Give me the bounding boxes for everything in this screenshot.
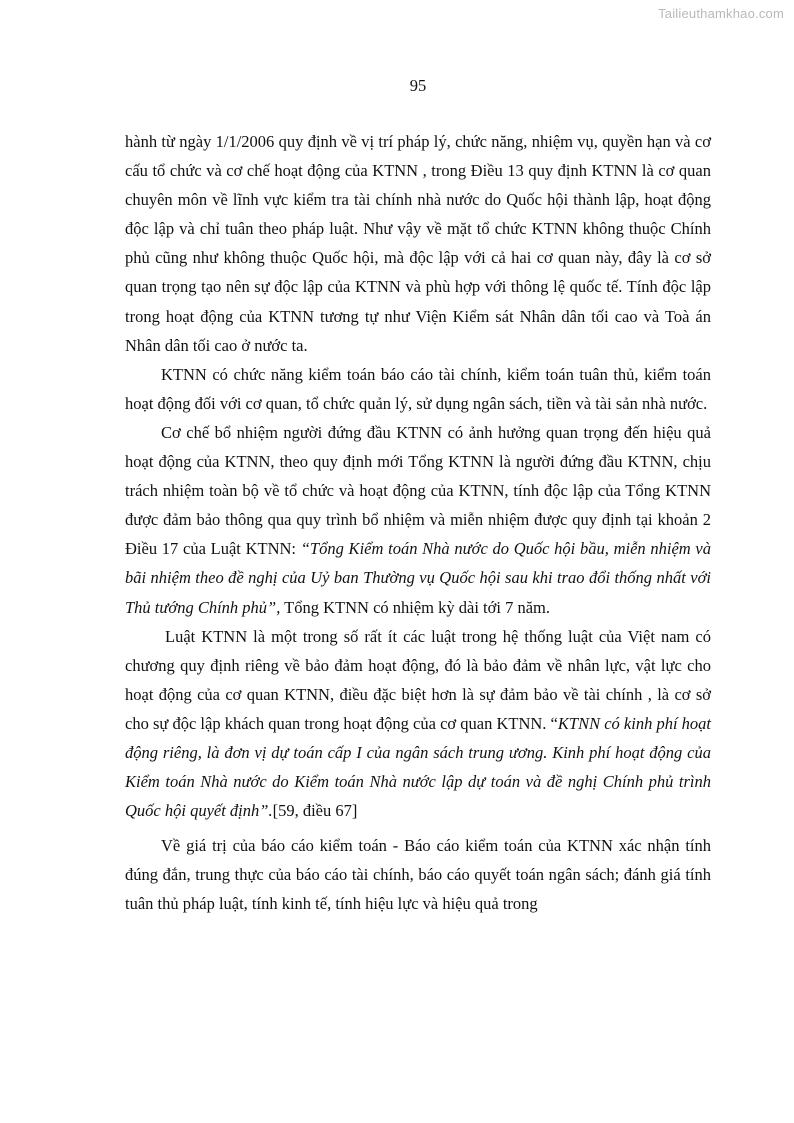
page-number: 95 (409, 76, 427, 95)
paragraph-4-quote: KTNN có kinh phí hoạt động riêng, là đơn vị dự toán cấp I của ngân sách trung ương. Kinh phí hoạt động của Kiểm toán Nhà nước do Kiểm toán Nhà nước lập dự toán và đề nghị Chính phủ trình Quốc hội quyết định”. (125, 713, 712, 821)
watermark-text: Tailieuthamkhao.com (658, 6, 784, 21)
paragraph-4 (125, 622, 711, 826)
document-body (125, 127, 711, 919)
paragraph-2: KTNN có chức năng kiểm toán báo cáo tài chính, kiểm toán tuân thủ, kiểm toán hoạt động đối với cơ quan, tổ chức quản lý, sử dụng ngân sách, tiền và tài sản nhà nước. (125, 364, 711, 413)
paragraph-3 (125, 418, 711, 622)
paragraph-4-citation: [59, điều 67] (272, 801, 358, 821)
paragraph-3-tail: Tổng KTNN có nhiệm kỳ dài tới 7 năm. (280, 597, 550, 617)
paragraph-4-text: Luật KTNN là một trong số rất ít các luật trong hệ thống luật của Việt nam có chương quy định riêng về bảo đảm hoạt động, đó là bảo đảm về nhân lực, vật lực cho hoạt động của cơ quan KTNN, điều đặc biệt hơn là sự đảm bảo về tài chính , là cơ sở cho sự độc lập khách quan trong hoạt động của cơ quan KTNN. “ (125, 626, 711, 733)
paragraph-1: hành từ ngày 1/1/2006 quy định về vị trí pháp lý, chức năng, nhiệm vụ, quyền hạn và cơ cấu tổ chức và cơ chế hoạt động của KTNN , trong Điều 13 quy định KTNN là cơ quan chuyên môn về lĩnh vực kiểm tra tài chính nhà nước do Quốc hội thành lập, hoạt động độc lập và chỉ tuân theo pháp luật. Như vậy về mặt tổ chức KTNN không thuộc Chính phủ cũng như không thuộc Quốc hội, mà độc lập với cả hai cơ quan này, đây là cơ sở quan trọng tạo nên sự độc lập của KTNN và phù hợp với thông lệ quốc tế. Tính độc lập trong hoạt động của KTNN tương tự như Viện Kiểm sát Nhân dân tối cao và Toà án Nhân dân tối cao ở nước ta. (125, 132, 711, 355)
paragraph-5: Về giá trị của báo cáo kiểm toán - Báo cáo kiểm toán của KTNN xác nhận tính đúng đắn, trung thực của báo cáo tài chính, báo cáo quyết toán ngân sách; đánh giá tính tuân thủ pháp luật, tính kinh tế, tính hiệu lực và hiệu quả trong (125, 836, 711, 914)
paragraph-3-quote: “Tổng Kiểm toán Nhà nước do Quốc hội bầu, miễn nhiệm và bãi nhiệm theo đề nghị của Uỷ ban Thường vụ Quốc hội sau khi trao đổi thống nhất với Thủ tướng Chính phủ”, (125, 539, 711, 617)
paragraph-3-text: Cơ chế bổ nhiệm người đứng đầu KTNN có ảnh hưởng quan trọng đến hiệu quả hoạt động của KTNN, theo quy định mới Tổng KTNN là người đứng đầu KTNN, chịu trách nhiệm toàn bộ về tổ chức và hoạt động của KTNN, tính độc lập của Tổng KTNN được đảm bảo thông qua quy trình bổ nhiệm và miễn nhiệm được quy định tại khoản 2 Điều 17 của Luật KTNN: (125, 422, 711, 559)
